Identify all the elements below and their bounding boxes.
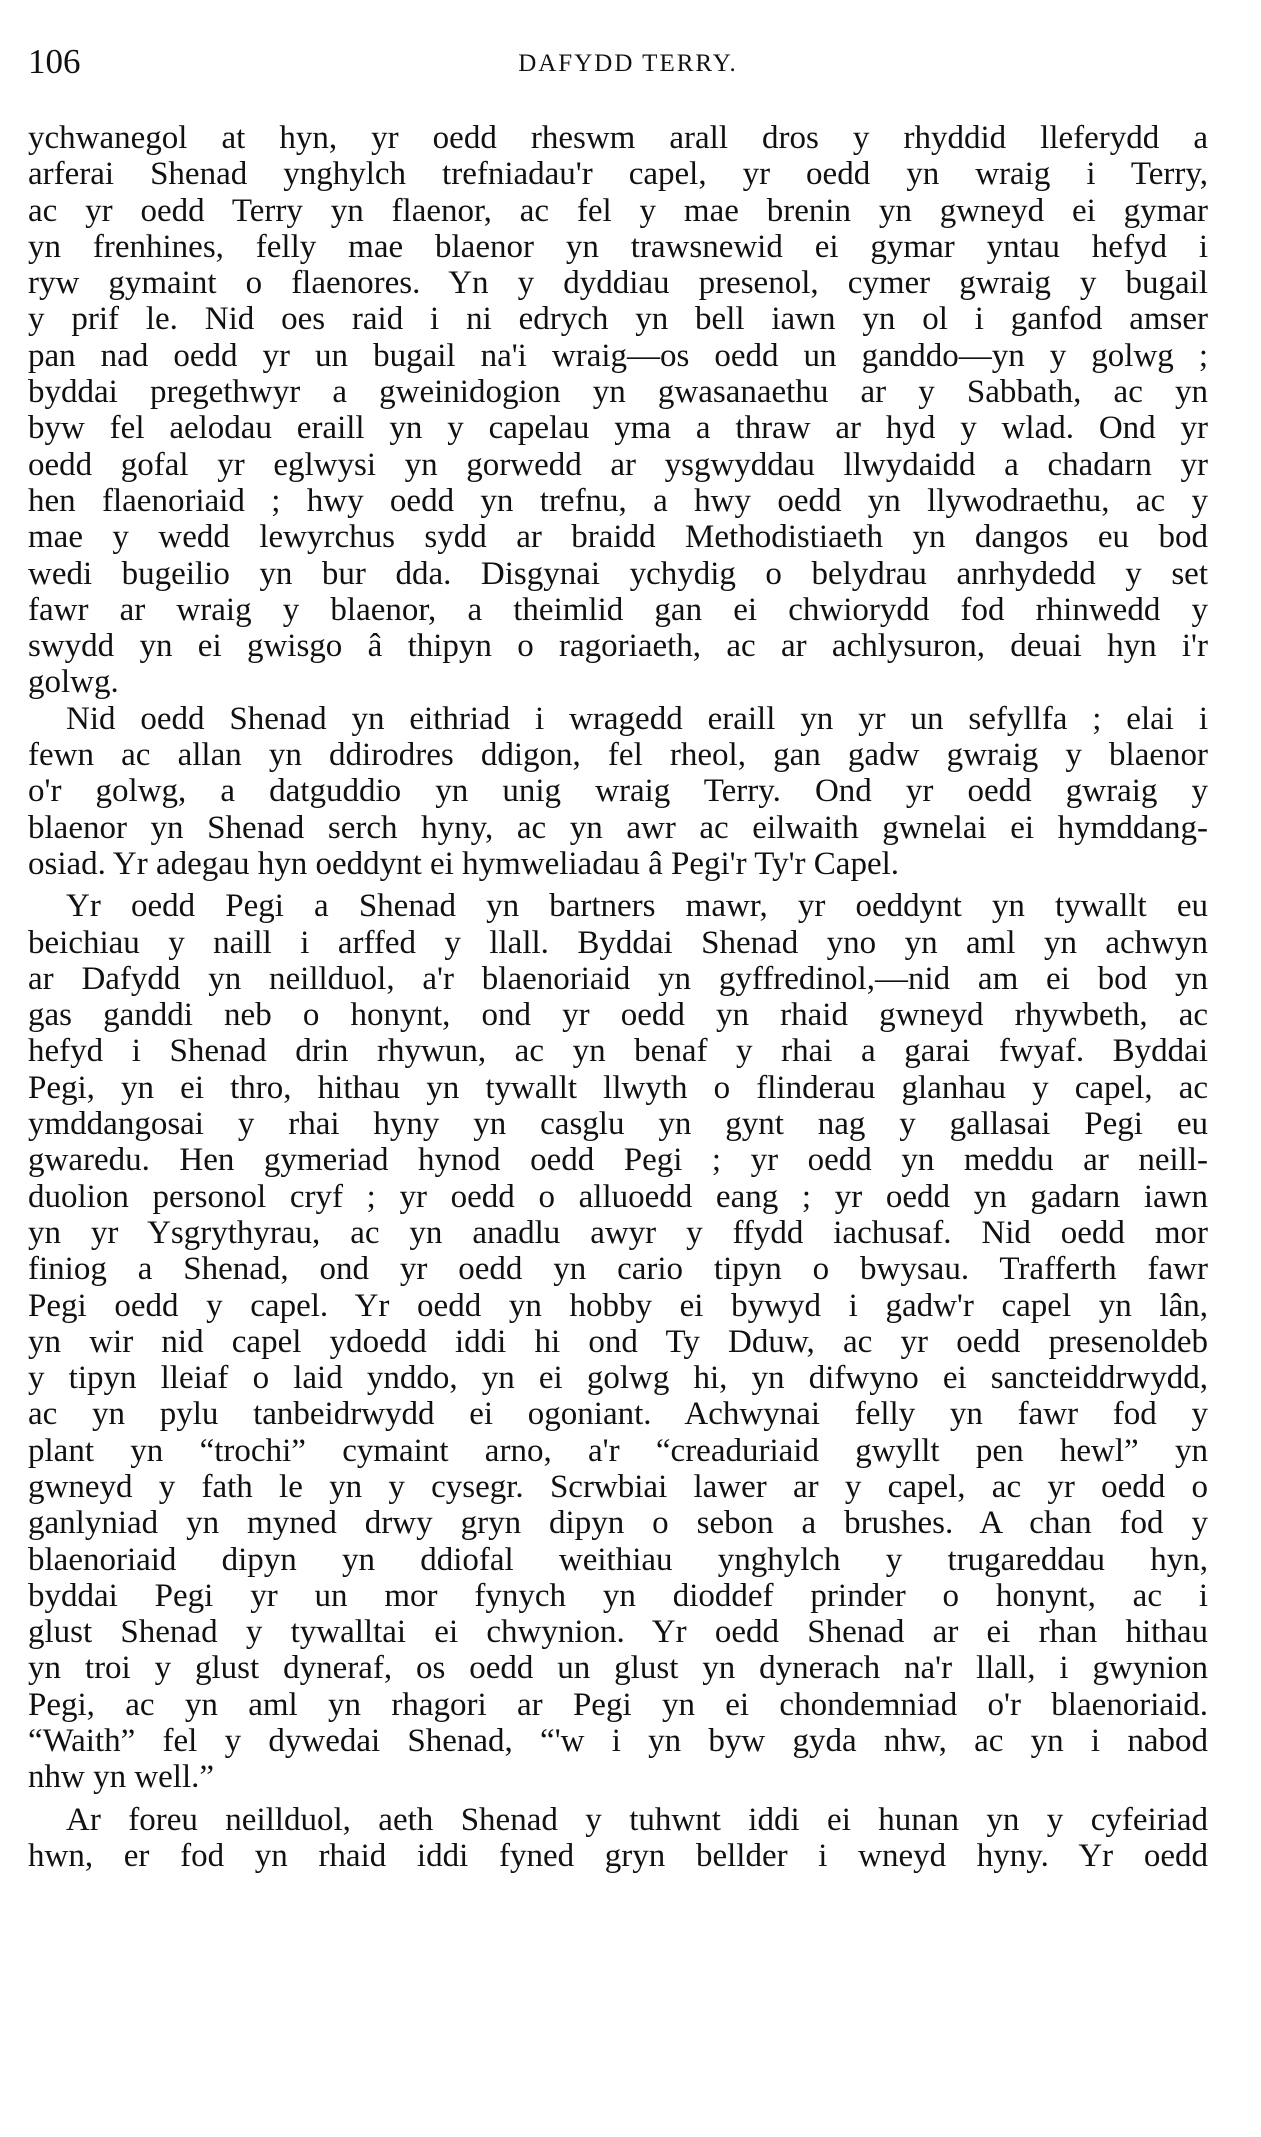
- text-line: nhw yn well.”: [28, 1759, 215, 1796]
- text-line: beichiau y naill i arffed y llall. Byddai Shenad yno yn aml yn achwyn: [28, 924, 1208, 961]
- text-line: Nid oedd Shenad yn eithriad i wragedd eraill yn yr un sefyllfa ; elai i: [66, 700, 1208, 737]
- running-head: DAFYDD TERRY.: [518, 50, 738, 77]
- text-line: hwn, er fod yn rhaid iddi fyned gryn bellder i wneyd hyny. Yr oedd: [28, 1837, 1208, 1874]
- paragraph: [28, 120, 1208, 701]
- text-line: mae y wedd lewyrchus sydd ar braidd Methodistiaeth yn dangos eu bod: [28, 519, 1208, 556]
- paragraph: [28, 701, 1208, 882]
- page-header: [28, 42, 1228, 92]
- text-line: ganlyniad yn myned drwy gryn dipyn o sebon a brushes. A chan fod y: [28, 1505, 1208, 1542]
- text-line: golwg.: [28, 664, 119, 701]
- text-line: hefyd i Shenad drin rhywun, ac yn benaf y rhai a garai fwyaf. Byddai: [28, 1033, 1208, 1070]
- text-line: yn frenhines, felly mae blaenor yn trawsnewid ei gymar yntau hefyd i: [28, 228, 1208, 265]
- text-line: ychwanegol at hyn, yr oedd rheswm arall dros y rhyddid lleferydd a: [28, 120, 1208, 156]
- text-line: oedd gofal yr eglwysi yn gorwedd ar ysgwyddau llwydaidd a chadarn yr: [28, 446, 1208, 483]
- text-line: byddai Pegi yr un mor fynych yn dioddef prinder o honynt, ac i: [28, 1577, 1208, 1614]
- text-line: o'r golwg, a datguddio yn unig wraig Terry. Ond yr oedd gwraig y: [28, 773, 1208, 810]
- page-number: 106: [28, 42, 81, 81]
- text-line: swydd yn ei gwisgo â thipyn o ragoriaeth, ac ar achlysuron, deuai hyn i'r: [28, 628, 1208, 665]
- text-line: ymddangosai y rhai hyny yn casglu yn gynt nag y gallasai Pegi eu: [28, 1106, 1208, 1143]
- text-line: yn yr Ysgrythyrau, ac yn anadlu awyr y ffydd iachusaf. Nid oedd mor: [28, 1214, 1208, 1251]
- text-line: gas ganddi neb o honynt, ond yr oedd yn rhaid gwneyd rhywbeth, ac: [28, 997, 1208, 1034]
- text-line: fawr ar wraig y blaenor, a theimlid gan ei chwiorydd fod rhinwedd y: [28, 591, 1208, 628]
- text-line: yn wir nid capel ydoedd iddi hi ond Ty Dduw, ac yr oedd presenoldeb: [28, 1323, 1208, 1360]
- text-line: wedi bugeilio yn bur dda. Disgynai ychydig o belydrau anrhydedd y set: [28, 555, 1208, 592]
- text-line: duolion personol cryf ; yr oedd o alluoedd eang ; yr oedd yn gadarn iawn: [28, 1178, 1208, 1215]
- text-line: Pegi, ac yn aml yn rhagori ar Pegi yn ei chondemniad o'r blaenoriaid.: [28, 1686, 1208, 1723]
- text-line: y prif le. Nid oes raid i ni edrych yn bell iawn yn ol i ganfod amser: [28, 301, 1208, 338]
- text-line: ryw gymaint o flaenores. Yn y dyddiau presenol, cymer gwraig y bugail: [28, 265, 1208, 302]
- text-line: glust Shenad y tywalltai ei chwynion. Yr oedd Shenad ar ei rhan hithau: [28, 1614, 1208, 1651]
- text-line: plant yn “trochi” cymaint arno, a'r “creaduriaid gwyllt pen hewl” yn: [28, 1432, 1208, 1469]
- text-line: osiad. Yr adegau hyn oeddynt ei hymweliadau â Pegi'r Ty'r Capel.: [28, 845, 900, 882]
- paragraph: [28, 1802, 1208, 1875]
- text-line: hen flaenoriaid ; hwy oedd yn trefnu, a hwy oedd yn llywodraethu, ac y: [28, 482, 1208, 519]
- text-line: ar Dafydd yn neillduol, a'r blaenoriaid yn gyffredinol,—nid am ei bod yn: [28, 960, 1208, 997]
- text-line: Pegi oedd y capel. Yr oedd yn hobby ei bywyd i gadw'r capel yn lân,: [28, 1287, 1208, 1324]
- text-line: ac yn pylu tanbeidrwydd ei ogoniant. Achwynai felly yn fawr fod y: [28, 1396, 1208, 1433]
- text-line: ac yr oedd Terry yn flaenor, ac fel y mae brenin yn gwneyd ei gymar: [28, 192, 1208, 229]
- text-line: pan nad oedd yr un bugail na'i wraig—os oedd un ganddo—yn y golwg ;: [28, 337, 1208, 374]
- text-line: blaenoriaid dipyn yn ddiofal weithiau ynghylch y trugareddau hyn,: [28, 1541, 1208, 1578]
- text-line: Ar foreu neillduol, aeth Shenad y tuhwnt iddi ei hunan yn y cyfeiriad: [66, 1801, 1208, 1838]
- text-line: Yr oedd Pegi a Shenad yn bartners mawr, yr oeddynt yn tywallt eu: [66, 888, 1208, 925]
- text-line: “Waith” fel y dywedai Shenad, “'w i yn byw gyda nhw, ac yn i nabod: [28, 1723, 1208, 1760]
- paragraph: [28, 888, 1208, 1795]
- text-line: byw fel aelodau eraill yn y capelau yma a thraw ar hyd y wlad. Ond yr: [28, 410, 1208, 447]
- text-line: gwneyd y fath le yn y cysegr. Scrwbiai lawer ar y capel, ac yr oedd o: [28, 1468, 1208, 1505]
- text-line: gwaredu. Hen gymeriad hynod oedd Pegi ; yr oedd yn meddu ar neill-: [28, 1142, 1208, 1179]
- text-line: Pegi, yn ei thro, hithau yn tywallt llwyth o flinderau glanhau y capel, ac: [28, 1069, 1208, 1106]
- text-line: finiog a Shenad, ond yr oedd yn cario tipyn o bwysau. Trafferth fawr: [28, 1251, 1208, 1288]
- text-line: y tipyn lleiaf o laid ynddo, yn ei golwg hi, yn difwyno ei sancteiddrwydd,: [28, 1360, 1208, 1397]
- text-line: fewn ac allan yn ddirodres ddigon, fel rheol, gan gadw gwraig y blaenor: [28, 737, 1208, 774]
- text-line: arferai Shenad ynghylch trefniadau'r capel, yr oedd yn wraig i Terry,: [28, 156, 1208, 193]
- text-line: byddai pregethwyr a gweinidogion yn gwasanaethu ar y Sabbath, ac yn: [28, 374, 1208, 411]
- body-text: [28, 120, 1208, 1874]
- text-line: blaenor yn Shenad serch hyny, ac yn awr ac eilwaith gwnelai ei hymddang-: [28, 809, 1208, 846]
- text-line: yn troi y glust dyneraf, os oedd un glust yn dynerach na'r llall, i gwynion: [28, 1650, 1208, 1687]
